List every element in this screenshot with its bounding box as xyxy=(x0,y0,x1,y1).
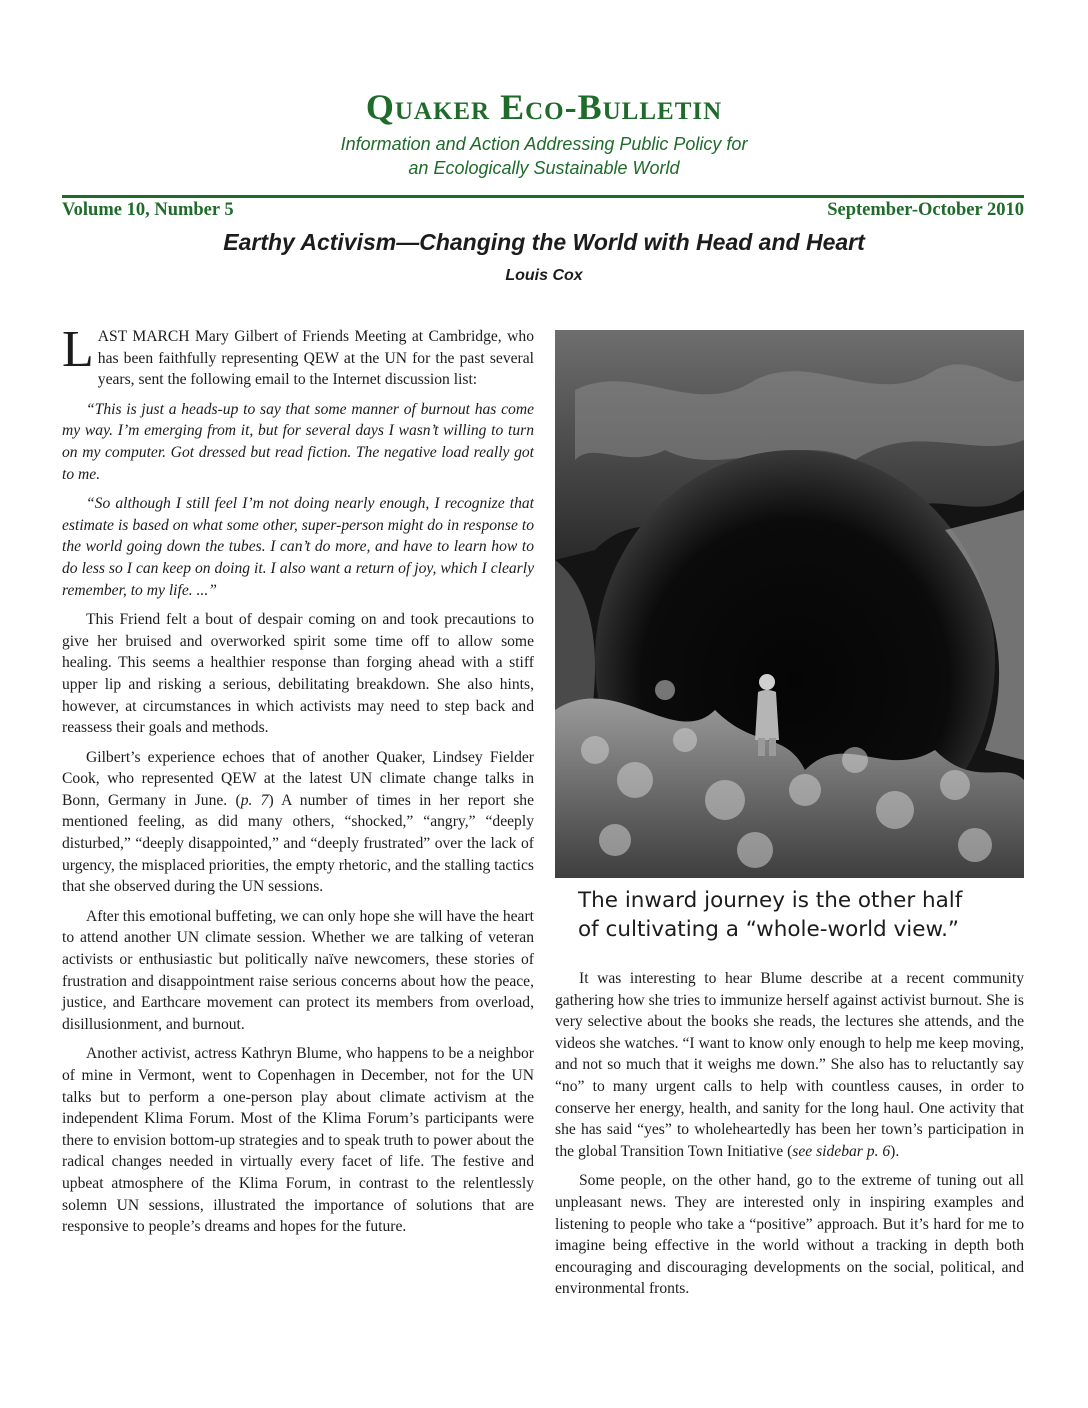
masthead-title: Quaker Eco-Bulletin xyxy=(365,87,723,127)
paragraph-6-text-b: ). xyxy=(890,1142,900,1160)
article-column-left xyxy=(62,321,535,1246)
page-reference: p. 7 xyxy=(240,791,269,809)
email-quote-2: “So although I still feel I’m not doing nearly enough, I recognize that estimate is based on what some other, super-person might do in response to the world going down the tubes. I can’t do more, and have to learn how to do less so I can keep on doing it. I also want a return of joy, which I clearly remember, to my life. ...” xyxy=(62,495,534,599)
paragraph-3 xyxy=(62,747,534,898)
paragraph-7: Some people, on the other hand, go to the extreme of tuning out all unpleasant news. They are interested only in inspiring examples and listening to people who take a “positive” approach. But it’s hard for me to imagine being effective in the world without a tracking in depth both encouraging and discouraging developments on the social, political, and environmental fronts. xyxy=(555,1172,1024,1298)
article-byline: Louis Cox xyxy=(505,267,583,284)
masthead-subtitle-line1: Information and Action Addressing Public Policy for xyxy=(340,134,748,154)
photo-caption xyxy=(578,886,1018,944)
paragraph-4: After this emotional buffeting, we can only hope she will have the heart to attend another UN climate session. Whether we are talking of veteran activists or enthusiastic but politically naïve newcomers, these stories of frustration and disappointment raise serious concerns about how the peace, justice, and Earthcare movement can protect its members from overload, disillusionment, and burnout. xyxy=(62,907,534,1033)
photo-caption-line2: of cultivating a “whole-world view.” xyxy=(578,917,960,942)
cave-photo-image xyxy=(555,330,1024,878)
sidebar-reference: see sidebar p. 6 xyxy=(792,1142,891,1160)
paragraph-3-text-b: ) A number of times in her report she mentioned feeling, as did many others, “shocked,” “angry,” “deeply disturbed,” “deeply disappointed,” and “deeply frustrated” over the lack of urgency, the misplaced priorities, the empty rhetoric, and the stalling tactics that she observed during the UN sessions. xyxy=(62,791,535,896)
photo-caption-line1: The inward journey is the other half xyxy=(578,888,963,913)
paragraph-6-text-a: It was interesting to hear Blume describe at a recent community gathering how she tries to immunize herself against activist burnout. She is very selective about the books she reads, the lectures she attends, and the videos she watches. “I want to know only enough to help me keep moving, and not so much that it weighs me down.” She also has to reluctantly say “no” to many urgent calls to help with countless causes, in order to conserve her energy, health, and sanity for the long haul. One activity that she has said “yes” to wholeheartedly has been her town’s participation in the global Transition Town Initiative ( xyxy=(555,970,1024,1160)
paragraph-1-text: AST MARCH Mary Gilbert of Friends Meeting at Cambridge, who has been faithfully representing QEW at the UN for the past several years, sent the following email to the Internet discussion list: xyxy=(97,328,534,389)
article-headline: Earthy Activism—Changing the World with Head and Heart xyxy=(223,229,865,255)
masthead-subtitle-line2: an Ecologically Sustainable World xyxy=(408,158,680,178)
paragraph-3-text-a: Gilbert’s experience echoes that of another Quaker, Lindsey Fielder Cook, who represented QEW at the latest UN climate change talks in Bonn, Germany in June. ( xyxy=(62,748,534,809)
issue-date: September-October 2010 xyxy=(827,200,1024,220)
dropcap: L xyxy=(62,321,94,378)
masthead-subtitle xyxy=(0,132,1088,180)
issue-volume: Volume 10, Number 5 xyxy=(62,200,234,220)
cave-photo xyxy=(555,330,1024,878)
paragraph-6 xyxy=(555,968,1024,1162)
article-column-right xyxy=(555,968,1024,1308)
header-rule xyxy=(62,195,1024,198)
email-quote-1: “This is just a heads-up to say that some manner of burnout has come my way. I’m emerging from it, but for several days I wasn’t willing to turn on my computer. Got dressed but read fiction. The negative load really got to me. xyxy=(62,400,534,483)
paragraph-2: This Friend felt a bout of despair coming on and took precautions to give her bruised and overworked spirit some time off to allow some healing. This seems a healthier response than forging ahead with a stiff upper lip and risking a serious, debilitating breakdown. She also hints, however, at circumstances in which activists may need to step back and reassess their goals and methods. xyxy=(62,611,534,737)
paragraph-5: Another activist, actress Kathryn Blume, who happens to be a neighbor of mine in Vermont, went to Copenhagen in December, not for the UN talks but to perform a one-person play about climate activism at the independent Klima Forum. Most of the Klima Forum’s participants were there to envision bottom-up strategies and to speak truth to power about the radical changes needed in virtually every facet of life. The festive and upbeat atmosphere of the Klima Forum, in contrast to the relentlessly solemn UN sessions, illustrated the importance of solutions that are responsive to people’s dreams and hopes for the future. xyxy=(62,1045,534,1236)
paragraph-1 xyxy=(62,321,534,391)
